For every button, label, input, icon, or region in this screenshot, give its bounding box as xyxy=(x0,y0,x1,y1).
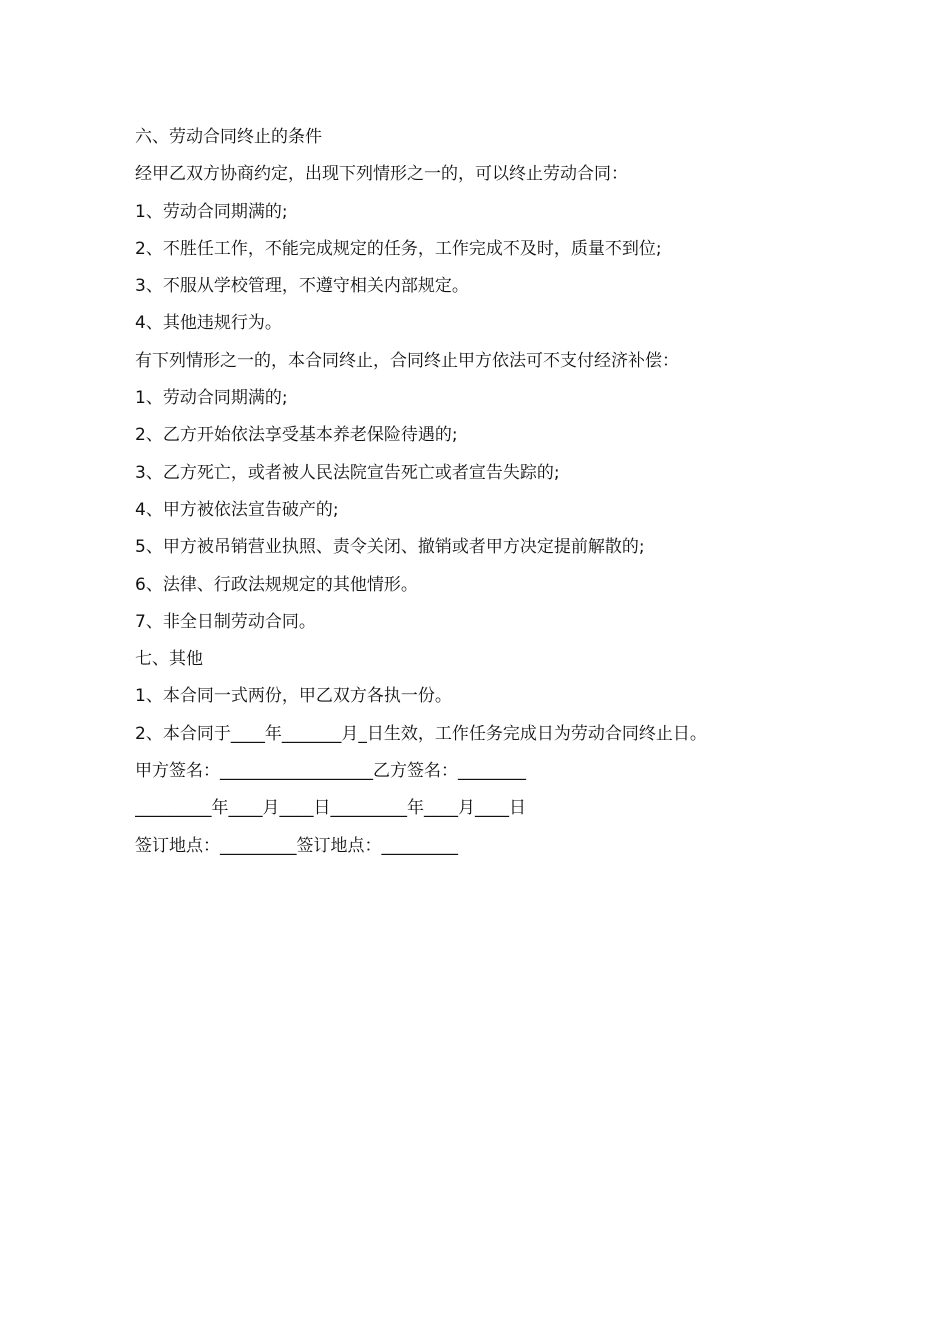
list-item: 1、劳动合同期满的; xyxy=(135,201,288,222)
list-item: 1、本合同一式两份，甲乙双方各执一份。 xyxy=(135,686,452,707)
signing-place-line: 签订地点：_________签订地点：_________ xyxy=(135,835,458,856)
section-6-heading: 六、劳动合同终止的条件 xyxy=(135,127,322,147)
list-item: 3、乙方死亡，或者被人民法院宣告死亡或者宣告失踪的; xyxy=(135,462,560,483)
section-7-heading: 七、其他 xyxy=(135,649,203,670)
section-6-intro: 经甲乙双方协商约定，出现下列情形之一的，可以终止劳动合同： xyxy=(135,164,628,185)
list-item: 5、甲方被吊销营业执照、责令关闭、撤销或者甲方决定提前解散的; xyxy=(135,537,645,558)
list-item: 6、法律、行政法规规定的其他情形。 xyxy=(135,574,418,595)
list-item: 7、非全日制劳动合同。 xyxy=(135,611,316,632)
signature-line: 甲方签名：__________________乙方签名：________ xyxy=(135,761,526,782)
list-item: 2、本合同于____年_______月_日生效，工作任务完成日为劳动合同终止日。 xyxy=(135,723,707,744)
list-item: 2、不胜任工作，不能完成规定的任务，工作完成不及时，质量不到位; xyxy=(135,238,662,259)
list-item: 2、乙方开始依法享受基本养老保险待遇的; xyxy=(135,425,458,446)
date-line: _________年____月____日_________年____月____日 xyxy=(135,798,526,819)
document-body xyxy=(135,119,875,865)
list-item: 4、甲方被依法宣告破产的; xyxy=(135,499,339,520)
list-item: 1、劳动合同期满的; xyxy=(135,388,288,409)
section-6-intro-2: 有下列情形之一的，本合同终止，合同终止甲方依法可不支付经济补偿： xyxy=(135,350,679,371)
list-item: 3、不服从学校管理，不遵守相关内部规定。 xyxy=(135,276,469,297)
list-item: 4、其他违规行为。 xyxy=(135,313,282,334)
